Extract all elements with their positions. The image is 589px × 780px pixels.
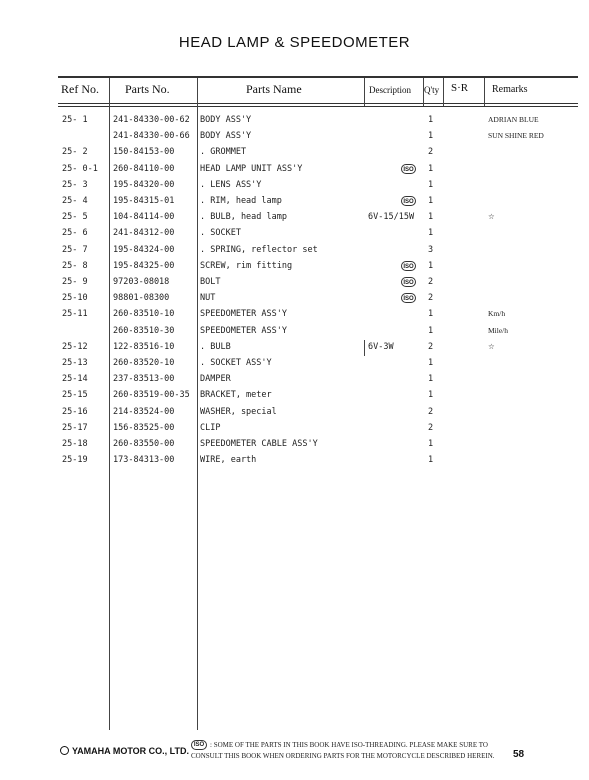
header-top-rule <box>58 76 578 78</box>
description-cell: 6V-15/15W <box>368 212 415 223</box>
part-name-cell: . SPRING, reflector set <box>200 244 318 255</box>
description-cell: 6V-3W <box>368 341 394 352</box>
qty-cell: 1 <box>428 228 434 239</box>
part-name-cell: WIRE, earth <box>200 455 257 466</box>
qty-cell: 2 <box>428 293 434 304</box>
header-bottom-rule <box>58 103 578 104</box>
part-name-cell: BOLT <box>200 277 221 287</box>
iso-thread-icon: ISO <box>401 293 416 303</box>
part-no-cell: 260-83550-00 <box>113 439 175 449</box>
part-no-cell: 241-84330-00-66 <box>113 131 190 142</box>
ref-no-cell: 25- 2 <box>62 147 88 158</box>
table-row <box>0 129 589 145</box>
qty-cell: 2 <box>428 147 434 158</box>
part-no-cell: 260-83520-10 <box>113 358 175 368</box>
remarks-cell: ☆ <box>488 341 495 351</box>
ref-no-cell: 25- 8 <box>62 260 88 271</box>
qty-cell: 1 <box>428 455 434 466</box>
part-no-cell: 241-84312-00 <box>113 228 175 239</box>
part-name-cell: SPEEDOMETER CABLE ASS'Y <box>200 439 318 449</box>
ref-no-cell: 25-19 <box>62 455 88 466</box>
iso-footnote-line1: : SOME OF THE PARTS IN THIS BOOK HAVE ISO-THREADING. PLEASE MAKE SURE TO <box>210 741 488 749</box>
qty-cell: 1 <box>428 196 434 206</box>
part-name-cell: BODY ASS'Y <box>200 115 252 125</box>
remarks-cell: Mile/h <box>488 325 508 335</box>
part-no-cell: 241-84330-00-62 <box>113 115 190 125</box>
qty-cell: 1 <box>428 163 434 174</box>
page-number: 58 <box>513 749 525 760</box>
header-parts-name: Parts Name <box>246 82 302 96</box>
header-ref-no: Ref No. <box>61 82 99 96</box>
part-no-cell: 150-84153-00 <box>113 147 175 158</box>
part-name-cell: BODY ASS'Y <box>200 131 252 142</box>
part-no-cell: 98801-08300 <box>113 293 170 304</box>
header-qty: Q'ty <box>424 85 440 95</box>
remarks-cell: ADRIAN BLUE <box>488 115 539 124</box>
company-logo <box>60 746 189 756</box>
column-divider <box>484 78 485 106</box>
table-row <box>0 421 589 437</box>
table-row <box>0 178 589 194</box>
part-no-cell: 104-84114-00 <box>113 212 175 223</box>
part-no-cell: 260-83510-30 <box>113 325 175 336</box>
table-row <box>0 194 589 210</box>
qty-cell: 1 <box>428 115 434 125</box>
qty-cell: 1 <box>428 260 434 271</box>
ref-no-cell: 25-12 <box>62 341 88 352</box>
part-no-cell: 173-84313-00 <box>113 455 175 466</box>
ref-no-cell: 25- 7 <box>62 244 88 255</box>
table-row <box>0 307 589 323</box>
part-name-cell: . SOCKET <box>200 228 241 239</box>
table-row <box>0 259 589 275</box>
table-row <box>0 226 589 242</box>
table-row <box>0 372 589 388</box>
table-row <box>0 324 589 340</box>
table-row <box>0 243 589 259</box>
part-no-cell: 260-83510-10 <box>113 309 175 320</box>
part-name-cell: . LENS ASS'Y <box>200 179 262 190</box>
iso-thread-icon: ISO <box>401 261 416 271</box>
ref-no-cell: 25- 6 <box>62 228 88 239</box>
table-row <box>0 291 589 307</box>
part-no-cell: 195-84315-01 <box>113 196 175 206</box>
ref-no-cell: 25- 1 <box>62 115 88 125</box>
ref-no-cell: 25-10 <box>62 293 88 304</box>
qty-cell: 1 <box>428 358 434 368</box>
header-description: Description <box>369 85 411 95</box>
iso-footnote-line2: CONSULT THIS BOOK WHEN ORDERING PARTS FOR THE MOTORCYCLE DESCRIBED HEREIN. <box>191 752 495 760</box>
column-divider <box>364 78 365 106</box>
ref-no-cell: 25-16 <box>62 406 88 417</box>
ref-no-cell: 25-15 <box>62 390 88 401</box>
part-name-cell: . BULB, head lamp <box>200 212 287 223</box>
table-row <box>0 340 589 356</box>
qty-cell: 1 <box>428 131 434 142</box>
part-name-cell: DAMPER <box>200 374 231 385</box>
table-row <box>0 162 589 178</box>
iso-thread-icon: ISO <box>401 164 416 174</box>
table-row <box>0 453 589 469</box>
qty-cell: 1 <box>428 309 434 320</box>
table-row <box>0 388 589 404</box>
qty-cell: 1 <box>428 212 434 223</box>
ref-no-cell: 25- 3 <box>62 179 88 190</box>
part-name-cell: SCREW, rim fitting <box>200 260 293 271</box>
company-name: YAMAHA MOTOR CO., LTD. <box>72 746 189 756</box>
qty-cell: 1 <box>428 179 434 190</box>
part-name-cell: CLIP <box>200 422 221 433</box>
ref-no-cell: 25- 0-1 <box>62 163 98 174</box>
ref-no-cell: 25-18 <box>62 439 88 449</box>
part-no-cell: 195-84324-00 <box>113 244 175 255</box>
header-parts-no: Parts No. <box>125 82 170 96</box>
ref-no-cell: 25-17 <box>62 422 88 433</box>
ref-no-cell: 25- 5 <box>62 212 88 223</box>
part-no-cell: 122-83516-10 <box>113 341 175 352</box>
qty-cell: 2 <box>428 406 434 417</box>
part-no-cell: 237-83513-00 <box>113 374 175 385</box>
remarks-cell: SUN SHINE RED <box>488 131 544 141</box>
part-name-cell: HEAD LAMP UNIT ASS'Y <box>200 163 303 174</box>
part-no-cell: 214-83524-00 <box>113 406 175 417</box>
table-row <box>0 275 589 291</box>
column-divider <box>443 78 444 106</box>
qty-cell: 2 <box>428 341 434 352</box>
part-no-cell: 260-84110-00 <box>113 163 175 174</box>
table-row <box>0 405 589 421</box>
table-row <box>0 437 589 453</box>
qty-cell: 1 <box>428 439 434 449</box>
part-no-cell: 156-83525-00 <box>113 422 175 433</box>
part-no-cell: 260-83519-00-35 <box>113 390 190 401</box>
part-no-cell: 195-84320-00 <box>113 179 175 190</box>
ref-no-cell: 25- 4 <box>62 196 88 206</box>
qty-cell: 2 <box>428 422 434 433</box>
ref-no-cell: 25-14 <box>62 374 88 385</box>
qty-cell: 2 <box>428 277 434 287</box>
part-name-cell: NUT <box>200 293 216 304</box>
part-name-cell: WASHER, special <box>200 406 277 417</box>
iso-thread-icon: ISO <box>401 196 416 206</box>
qty-cell: 1 <box>428 390 434 401</box>
ref-no-cell: 25-11 <box>62 309 88 320</box>
part-name-cell: SPEEDOMETER ASS'Y <box>200 325 287 336</box>
table-row <box>0 145 589 161</box>
part-no-cell: 195-84325-00 <box>113 260 175 271</box>
header-remarks: Remarks <box>492 84 528 95</box>
part-name-cell: BRACKET, meter <box>200 390 272 401</box>
header-bottom-rule-2 <box>58 106 578 107</box>
table-row <box>0 356 589 372</box>
part-name-cell: . GROMMET <box>200 147 247 158</box>
iso-mark-icon: ISO <box>191 740 207 750</box>
remarks-cell: ☆ <box>488 212 495 222</box>
header-sr: S·R <box>451 82 469 94</box>
part-no-cell: 97203-08018 <box>113 277 170 287</box>
part-name-cell: . SOCKET ASS'Y <box>200 358 272 368</box>
part-name-cell: . RIM, head lamp <box>200 196 282 206</box>
qty-cell: 1 <box>428 325 434 336</box>
yamaha-tuning-fork-icon <box>60 746 69 755</box>
table-row <box>0 113 589 129</box>
remarks-cell: Km/h <box>488 309 506 319</box>
page-title: HEAD LAMP & SPEEDOMETER <box>178 34 411 51</box>
qty-cell: 1 <box>428 374 434 385</box>
part-name-cell: . BULB <box>200 341 231 352</box>
ref-no-cell: 25-13 <box>62 358 88 368</box>
qty-cell: 3 <box>428 244 434 255</box>
part-name-cell: SPEEDOMETER ASS'Y <box>200 309 287 320</box>
ref-no-cell: 25- 9 <box>62 277 88 287</box>
iso-thread-icon: ISO <box>401 277 416 287</box>
table-row <box>0 210 589 226</box>
